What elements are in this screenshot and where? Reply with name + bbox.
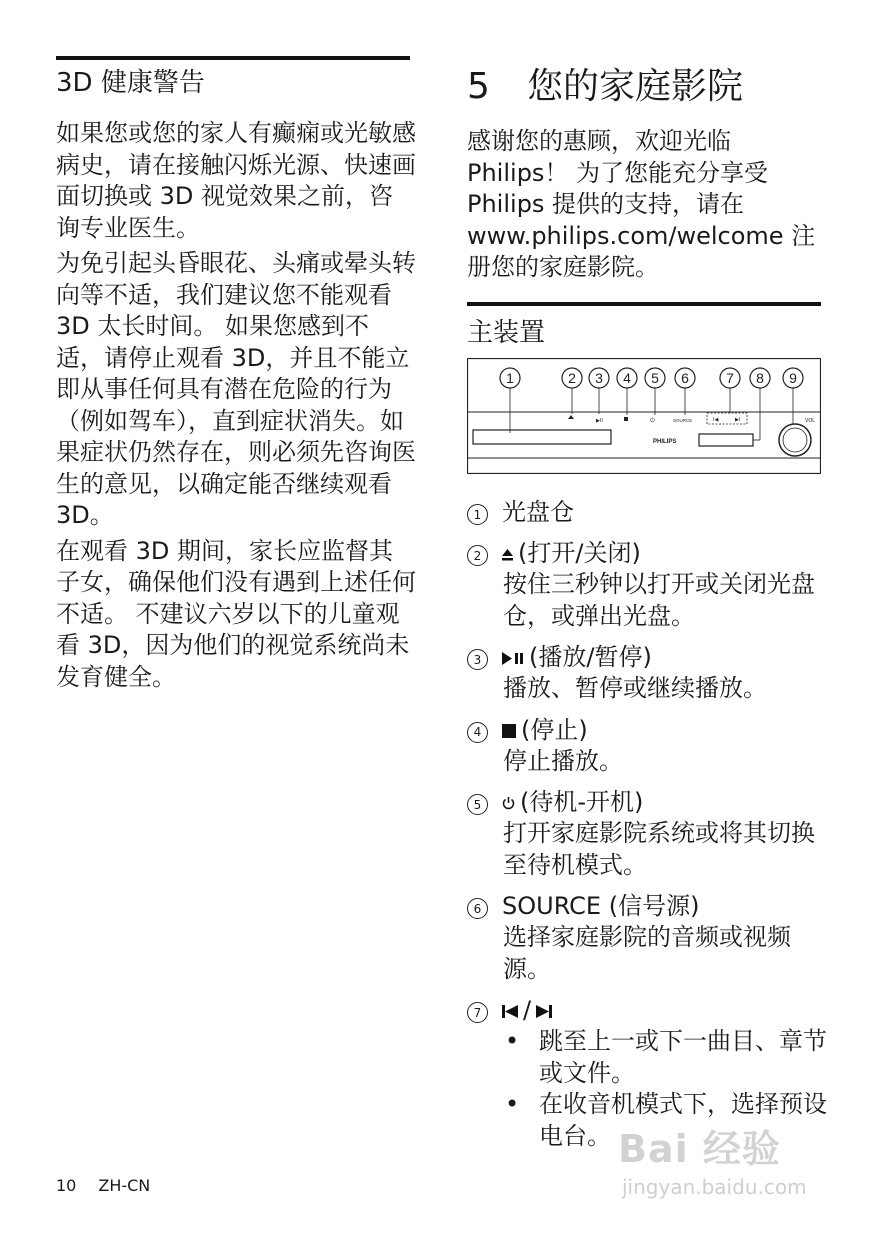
list-item: [467, 538, 827, 632]
callout-6: 6: [681, 370, 689, 386]
callout-7: 7: [726, 370, 734, 386]
bullet-text: 跳至上一或下一曲目、章节或文件。: [539, 1027, 827, 1087]
callout-8: 8: [756, 370, 764, 386]
item-title: SOURCE (信号源): [502, 892, 700, 920]
item-title: /: [523, 996, 532, 1024]
chapter-heading: [467, 58, 743, 109]
item-title: (停止): [521, 715, 588, 744]
item-desc: 打开家庭影院系统或将其切换至待机模式。: [503, 819, 815, 879]
item-desc: 选择家庭影院的音频或视频源。: [503, 923, 791, 983]
language-code: ZH-CN: [98, 1176, 151, 1195]
item-number: 7: [467, 1002, 488, 1023]
previous-icon: [502, 995, 518, 1026]
item-title: (打开/关闭): [518, 539, 641, 567]
chapter-number: 5: [467, 66, 490, 107]
item-title: 光盘仓: [502, 498, 574, 526]
left-top-rule: [56, 56, 410, 60]
callout-2: 2: [568, 370, 576, 386]
watermark-url: jingyan.baidu.com: [622, 1175, 807, 1199]
health-warning-body: [56, 118, 416, 697]
main-unit-illustration: [467, 358, 821, 474]
power-button-icon: ⏻: [650, 417, 655, 424]
warning-paragraph-3: 在观看 3D 期间，家长应监督其子女，确保他们没有遇到上述任何不适。 不建议六岁以下的儿童观看 3D，因为他们的视觉系统尚未发育健全。: [56, 536, 416, 691]
section-rule: [467, 302, 821, 306]
source-button-label: SOURCE: [673, 418, 693, 423]
item-desc: 播放、暂停或继续播放。: [503, 674, 767, 702]
main-unit-svg: [467, 358, 821, 474]
play-pause-button-icon: ▶II: [596, 418, 603, 424]
power-icon: [502, 787, 515, 818]
item-number: 1: [467, 504, 488, 525]
item-number: 4: [467, 722, 488, 743]
callout-4: 4: [623, 370, 631, 386]
item-number: 3: [467, 649, 488, 670]
item-title: (待机-开机): [520, 788, 644, 816]
warning-paragraph-2: 为免引起头昏眼花、头痛或晕头转向等不适，我们建议您不能观看 3D 太长时间。 如果您感到不适，请停止观看 3D，并且不能立即从事任何具有潜在危险的行为（例如驾车），直到症状消失。如果症状仍然存在，则必须先咨询医生的意见，以确定能否继续观看 3D。: [56, 249, 416, 529]
section-title: 主装置: [467, 318, 546, 348]
callout-5: 5: [651, 370, 659, 386]
item-desc: 按住三秒钟以打开或关闭光盘仓，或弹出光盘。: [503, 570, 815, 630]
item-number: 5: [467, 794, 488, 815]
page-number: 10: [56, 1176, 77, 1195]
play-pause-icon: [502, 642, 524, 673]
vol-label: VOL: [805, 418, 816, 424]
list-item: [467, 642, 827, 705]
callout-3: 3: [595, 370, 603, 386]
bullet-item: • 跳至上一或下一曲目、章节或文件。: [503, 1026, 827, 1089]
list-item: [467, 497, 827, 528]
callout-9: 9: [789, 370, 797, 386]
item-desc: 停止播放。: [503, 746, 623, 775]
controls-list: [467, 497, 827, 1162]
stop-button-icon: [624, 417, 628, 421]
list-item: [467, 787, 827, 881]
prev-button-icon: I◀: [713, 417, 719, 423]
list-item: [467, 891, 827, 985]
watermark-logo-text: Bai 经验: [618, 1127, 781, 1171]
callout-1: 1: [506, 370, 514, 386]
chapter-title: 您的家庭影院: [527, 66, 744, 107]
warning-paragraph-1: 如果您或您的家人有癫痫或光敏感病史，请在接触闪烁光源、快速画面切换或 3D 视觉效果之前，咨询专业医生。: [56, 119, 416, 242]
health-warning-heading: 3D 健康警告: [56, 68, 205, 98]
stop-icon: [502, 715, 516, 746]
next-button-icon: ▶I: [735, 417, 741, 423]
brand-logo: PHILIPS: [653, 439, 677, 445]
list-item: [467, 715, 827, 778]
item-number: 6: [467, 898, 488, 919]
chapter-intro: 感谢您的惠顾，欢迎光临 Philips！ 为了您能充分享受 Philips 提供的支持，请在 www.philips.com/welcome 注册您的家庭影院。: [467, 127, 816, 281]
page-footer: [56, 1176, 172, 1195]
bullet-item: • 在收音机模式下，选择预设电台。: [503, 1089, 827, 1152]
eject-icon: [502, 538, 513, 569]
next-icon: [536, 995, 552, 1026]
item-title: (播放/暂停): [529, 643, 652, 671]
item-number: 2: [467, 545, 488, 566]
baidu-watermark: [618, 1118, 828, 1210]
bullet-text: 在收音机模式下，选择预设电台。: [539, 1090, 827, 1150]
